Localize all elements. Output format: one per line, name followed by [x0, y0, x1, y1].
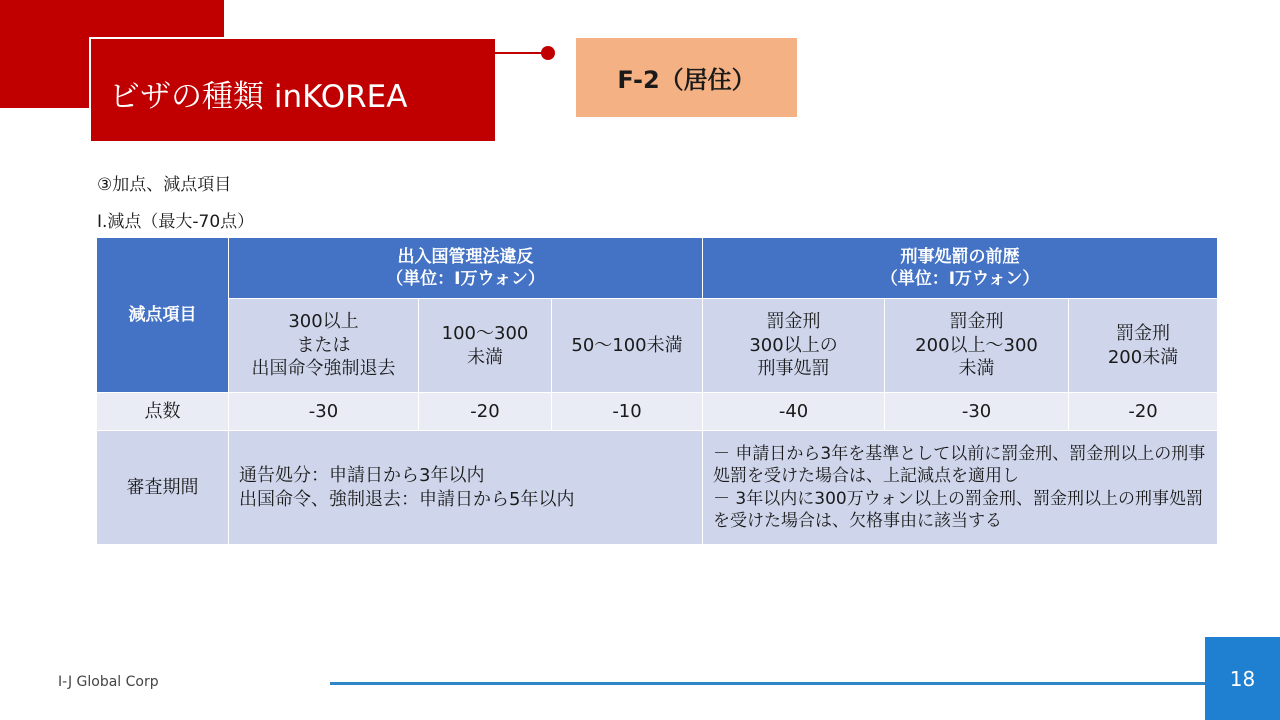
column-header-line: 300以上: [288, 311, 359, 333]
group1-title: 出入国管理法違反: [397, 246, 534, 267]
column-header-line: 罰金刑: [766, 311, 821, 333]
page-number: 18: [1205, 637, 1280, 720]
column-header-line: 50～100未満: [571, 334, 683, 356]
footer-line: [330, 682, 1208, 685]
column-header: [419, 299, 552, 393]
column-header-line: 刑事処罰: [757, 358, 830, 380]
group2-unit: （単位：Ⅰ万ウォン）: [880, 269, 1040, 289]
period-right-line: － 申請日から3年を基準として以前に罰金刑、罰金刑以上の刑事処罰を受けた場合は、上記減点を適用し: [713, 444, 1206, 487]
period-label: 審査期間: [97, 431, 229, 545]
period-left-line: 出国命令、強制退去：申請日から5年以内: [239, 488, 575, 510]
group-header-criminal: [703, 238, 1218, 299]
column-header: [1069, 299, 1218, 393]
score-label: 点数: [97, 393, 229, 431]
column-header-line: 100～300: [441, 323, 529, 345]
column-header-line: 200以上～300: [915, 334, 1038, 356]
column-header-line: 未満: [958, 358, 995, 380]
connector-dot: [541, 46, 555, 60]
table-row-scores: [97, 393, 1218, 431]
column-header-line: 罰金刑: [1116, 323, 1171, 345]
period-left-cell: [229, 431, 703, 545]
column-header: [229, 299, 419, 393]
score-cell: -40: [703, 393, 885, 431]
score-cell: -30: [885, 393, 1069, 431]
slide-title-text: ビザの種類 inKOREA: [109, 78, 408, 115]
column-header: [885, 299, 1069, 393]
period-left-line: 通告処分：申請日から3年以内: [239, 465, 485, 487]
column-header: [552, 299, 703, 393]
group2-title: 刑事処罰の前歴: [900, 246, 1020, 267]
period-right-cell: [703, 431, 1218, 545]
score-cell: -10: [552, 393, 703, 431]
column-header-line: 未満: [467, 346, 503, 368]
group1-unit: （単位：Ⅰ万ウォン）: [386, 269, 545, 289]
group-header-immigration: [229, 238, 703, 299]
score-cell: -30: [229, 393, 419, 431]
table-row-period: [97, 431, 1218, 545]
column-header-line: または: [296, 334, 351, 356]
company-name: I-J Global Corp: [58, 674, 159, 690]
column-header-line: 出国命令強制退去: [251, 358, 396, 380]
column-header: [703, 299, 885, 393]
visa-type-tag: F-2（居住）: [576, 38, 797, 117]
deduction-table: [96, 237, 1218, 545]
section-heading: ③加点、減点項目: [97, 175, 232, 195]
slide-title: [89, 37, 495, 141]
section-subheading: Ⅰ.減点（最大-70点）: [97, 212, 255, 232]
row-header-deduction-item: 減点項目: [97, 238, 229, 393]
score-cell: -20: [1069, 393, 1218, 431]
score-cell: -20: [419, 393, 552, 431]
column-header-line: 300以上の: [749, 334, 838, 356]
column-header-line: 罰金刑: [949, 311, 1004, 333]
column-header-line: 200未満: [1107, 346, 1179, 368]
period-right-line: － 3年以内に300万ウォン以上の罰金刑、罰金刑以上の刑事処罰を受けた場合は、欠格事由に該当する: [713, 488, 1204, 531]
